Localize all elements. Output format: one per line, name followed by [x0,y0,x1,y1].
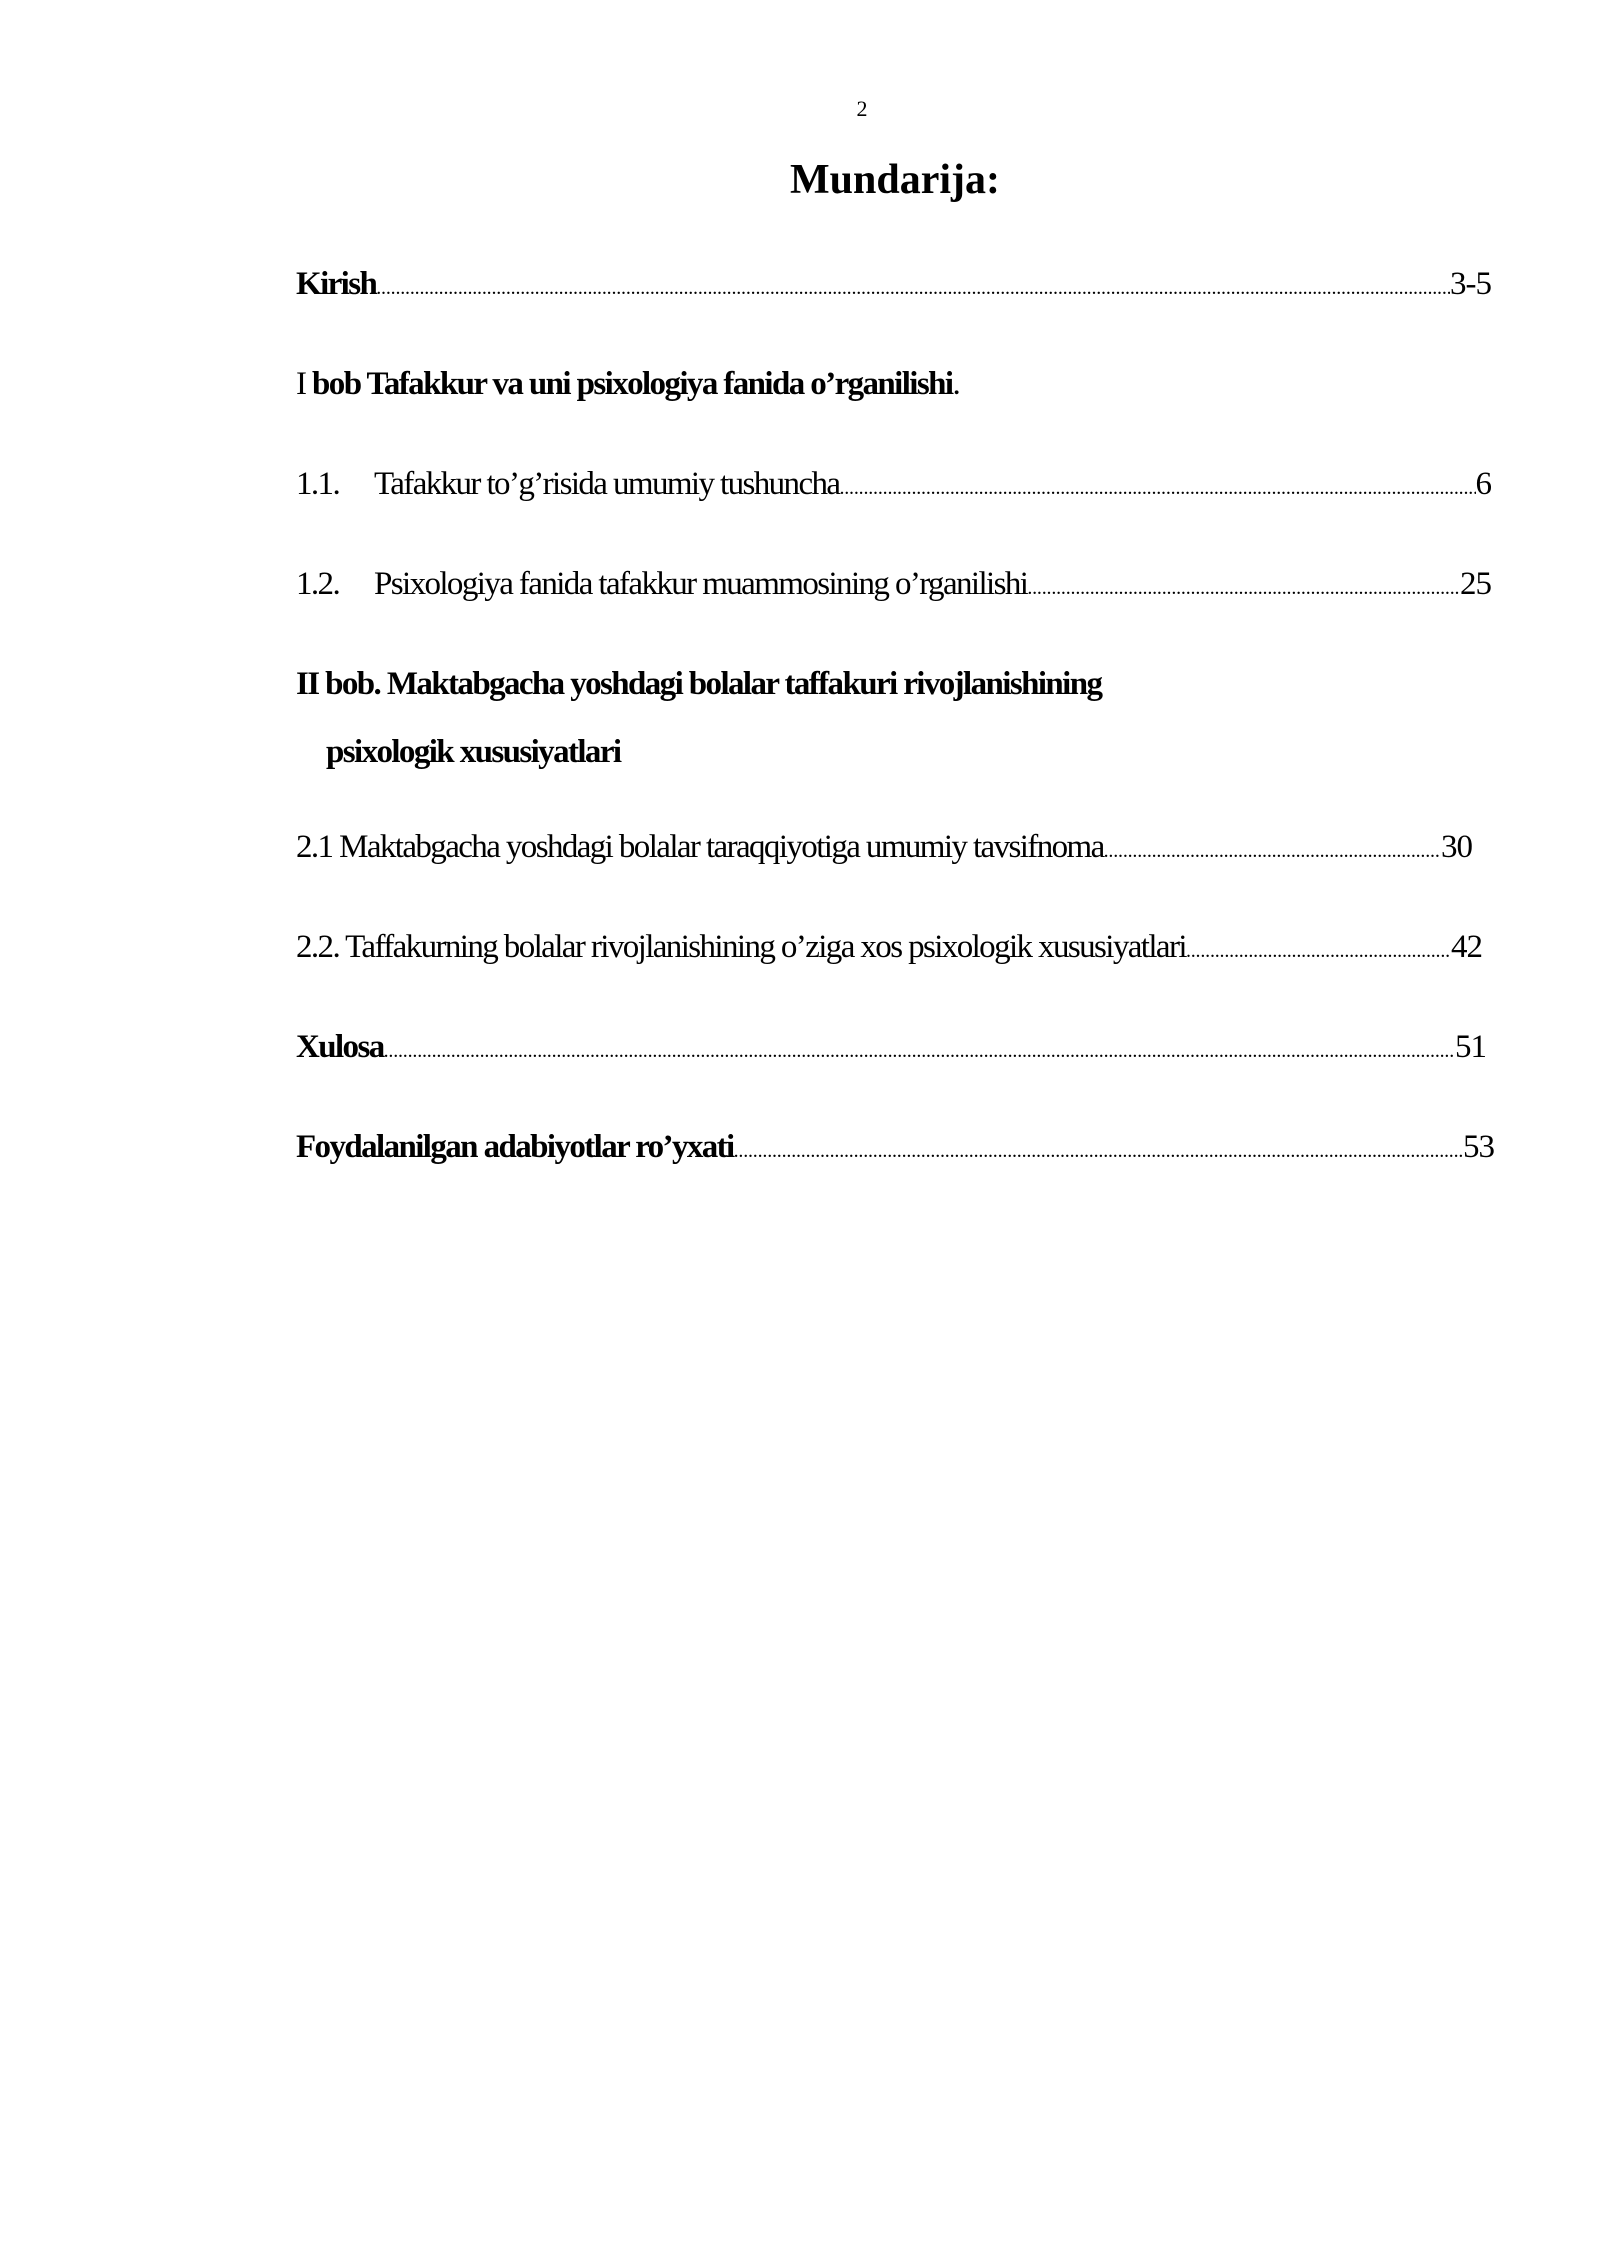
toc-entry-label: 2.2. Taffakurning bolalar rivojlanishining o’ziga xos psixologik xususiyatlari [296,929,1186,965]
dot-leader [1186,927,1451,975]
toc-title: Mundarija: [790,157,1000,203]
toc-entry-label: Kirish [296,266,377,302]
dot-leader [1027,564,1460,612]
toc-entry-kirish[interactable] [296,260,1491,308]
chapter-prefix: I [296,366,313,402]
toc-entry-2-1[interactable] [296,823,1472,871]
chapter-suffix: . [952,366,960,402]
toc-entry-page: 53 [1463,1129,1494,1165]
section-number: 1.2. [296,566,340,602]
toc-entry-label: 2.1 Maktabgacha yoshdagi bolalar taraqqiyotiga umumiy tavsifnoma [296,829,1104,865]
toc-entry-page: 51 [1455,1029,1486,1065]
toc-chapter-2[interactable] [296,660,1101,708]
toc-entry-1-2[interactable] [296,560,1491,608]
dot-leader [1104,827,1441,875]
dot-leader [376,264,1450,312]
toc-chapter-2-continued[interactable] [296,728,620,776]
toc-entry-page: 42 [1451,929,1482,965]
toc-entry-label: Tafakkur to’g’risida umumiy tushuncha [374,466,840,502]
toc-entry-label: Psixologiya fanida tafakkur muammosining o’rganilishi [374,566,1028,602]
toc-entry-xulosa[interactable] [296,1023,1486,1071]
chapter-title-continued: psixologik xususiyatlari [326,734,621,770]
dot-leader [839,464,1475,512]
toc-entry-1-1[interactable] [296,460,1491,508]
toc-entry-label: Foydalanilgan adabiyotlar ro’yxati [296,1129,734,1165]
page-number: 2 [856,96,868,121]
toc-entry-page: 3-5 [1450,266,1491,302]
toc-entry-2-2[interactable] [296,923,1482,971]
chapter-title: bob Tafakkur va uni psixologiya fanida o’rganilishi [312,366,953,402]
toc-chapter-1[interactable] [296,360,959,408]
chapter-title: II bob. Maktabgacha yoshdagi bolalar taffakuri rivojlanishining [296,666,1102,702]
dot-leader [384,1027,1455,1075]
dot-leader [734,1127,1463,1175]
toc-entry-adabiyotlar[interactable] [296,1123,1494,1171]
toc-entry-page: 25 [1460,566,1491,602]
toc-entry-page: 6 [1475,466,1491,502]
toc-entry-page: 30 [1441,829,1472,865]
toc-entry-label: Xulosa [296,1029,384,1065]
section-number: 1.1. [296,466,340,502]
